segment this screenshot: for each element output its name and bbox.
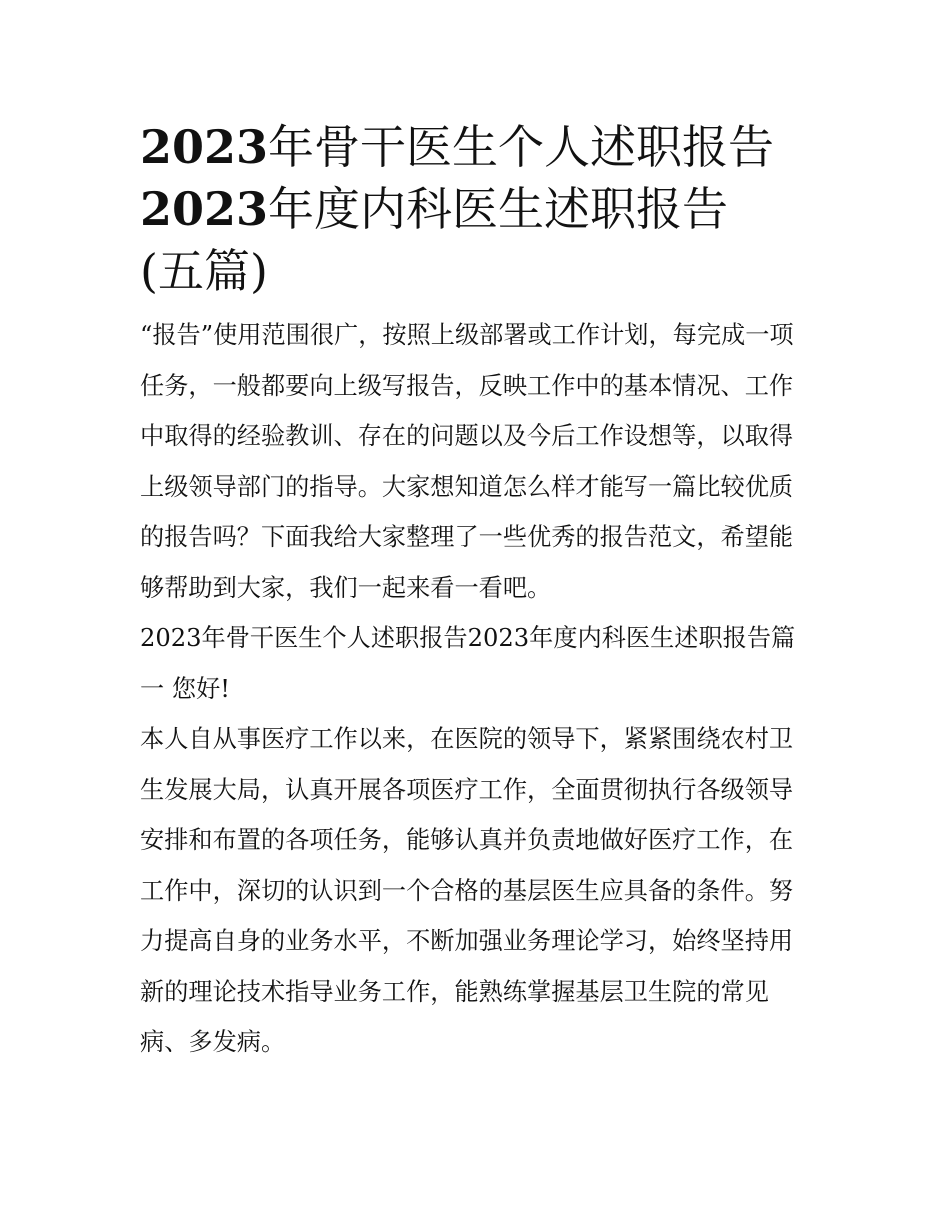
title-year: 2023	[140, 120, 269, 174]
title-text: 年骨干医生个人述职报告	[268, 120, 775, 174]
title-year: 2023	[140, 182, 269, 236]
document-content	[140, 118, 812, 1068]
body-paragraph: 本人自从事医疗工作以来，在医院的领导下，紧紧围绕农村卫生发展大局，认真开展各项医疗工作，全面贯彻执行各级领导安排和布置的各项任务，能够认真并负责地做好医疗工作，在工作中，深切的认识到一个合格的基层医生应具备的条件。努力提高自身的业务水平，不断加强业务理论学习，始终坚持用新的理论技术指导业务工作，能熟练掌握基层卫生院的常见病、多发病。	[140, 725, 794, 1056]
title-line-3	[140, 242, 812, 300]
title-line-1	[140, 118, 812, 176]
title-text: (五篇)	[140, 244, 268, 298]
title-text: 年度内科医生述职报告	[268, 182, 729, 236]
intro-paragraph: “报告”使用范围很广，按照上级部署或工作计划，每完成一项任务，一般都要向上级写报告，反映工作中的基本情况、工作中取得的经验教训、存在的问题以及今后工作设想等，以取得上级领导部门的指导。大家想知道怎么样才能写一篇比较优质的报告吗？下面我给大家整理了一些优秀的报告范文，希望能够帮助到大家，我们一起来看一看吧。	[140, 321, 794, 602]
title-line-2	[140, 180, 812, 238]
document-title	[140, 118, 812, 300]
section-heading-paragraph: 2023年骨干医生个人述职报告2023年度内科医生述职报告篇一 您好!	[140, 624, 796, 703]
